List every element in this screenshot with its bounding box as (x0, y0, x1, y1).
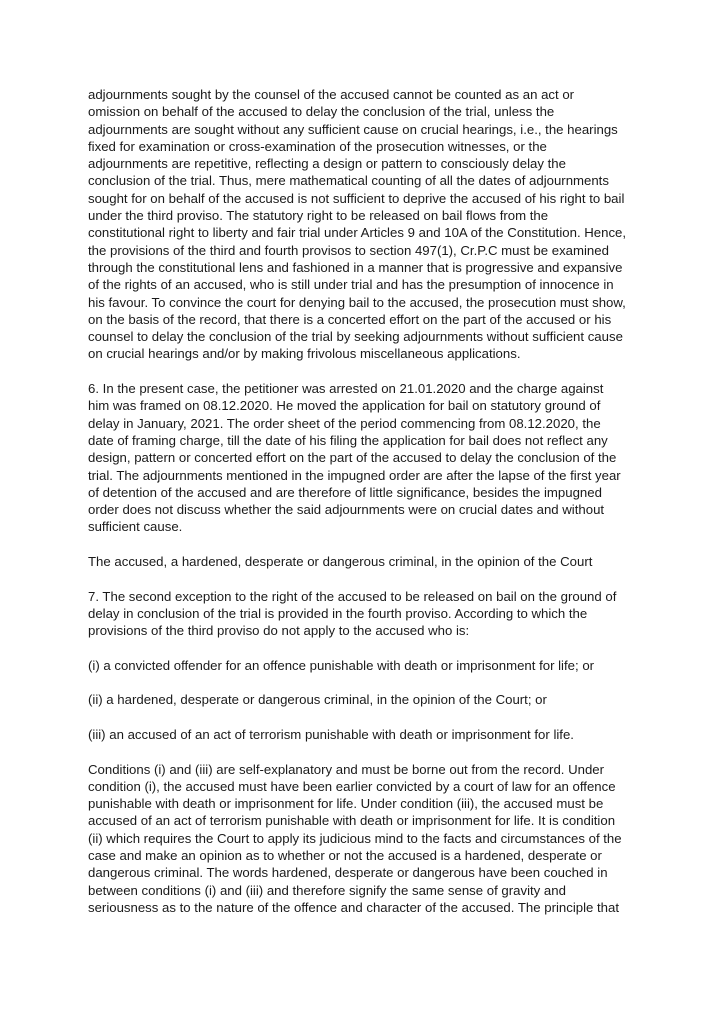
condition-i: (i) a convicted offender for an offence punishable with death or imprisonment for life; or (88, 657, 595, 673)
paragraph-7: 7. The second exception to the right of the accused to be released on bail on the ground of delay in conclusion of the trial is provided in the fourth proviso. According to which the provisions of the third proviso do not apply to the accused who is: (88, 588, 617, 639)
paragraph-adjournments: adjournments sought by the counsel of the accused cannot be counted as an act or omission on behalf of the accused to delay the conclusion of the trial, unless the adjournments are sought without any sufficient cause on crucial hearings, i.e., the hearings fixed for examination or cross-examination of the prosecution witnesses, or the adjournments are repetitive, reflecting a design or pattern to consciously delay the conclusion of the trial. Thus, mere mathematical counting of all the dates of adjournments sought for on behalf of the accused is not sufficient to deprive the accused of his right to bail under the third proviso. The statutory right to be released on bail flows from the constitutional right to liberty and fair trial under Articles 9 and 10A of the Constitution. Hence, the provisions of the third and fourth provisos to section 497(1), Cr.P.C must be examined through the constitutional lens and fashioned in a manner that is progressive and expansive of the rights of an accused, who is still under trial and has the presumption of innocence in his favour. To convince the court for denying bail to the accused, the prosecution must show, on the basis of the record, that there is a concerted effort on the part of the accused or his counsel to delay the conclusion of the trial by seeking adjournments without sufficient cause on crucial hearings and/or by making frivolous miscellaneous applications. (88, 87, 627, 362)
document-page (88, 86, 628, 934)
paragraph-conditions: Conditions (i) and (iii) are self-explanatory and must be borne out from the record. Under condition (i), the accused must have been earlier convicted by a court of law for an offence punishable with death or imprisonment for life. Under condition (iii), the accused must be accused of an act of terrorism punishable with death or imprisonment for life. It is condition (ii) which requires the Court to apply its judicious mind to the facts and circumstances of the case and make an opinion as to whether or not the accused is a hardened, desperate or dangerous criminal. The words hardened, desperate or dangerous have been couched in between conditions (i) and (iii) and therefore signify the same sense of gravity and seriousness as to the nature of the offence and character of the accused. The principle that (88, 761, 622, 915)
condition-iii: (iii) an accused of an act of terrorism punishable with death or imprisonment for life. (88, 726, 574, 742)
condition-ii: (ii) a hardened, desperate or dangerous criminal, in the opinion of the Court; or (88, 692, 547, 708)
paragraph-6: 6. In the present case, the petitioner was arrested on 21.01.2020 and the charge against him was framed on 08.12.2020. He moved the application for bail on statutory ground of delay in January, 2021. The order sheet of the period commencing from 08.12.2020, the date of framing charge, till the date of his filing the application for bail does not reflect any design, pattern or concerted effort on the part of the accused to delay the conclusion of the trial. The adjournments mentioned in the impugned order are after the lapse of the first year of detention of the accused and are therefore of little significance, besides the impugned order does not discuss whether the said adjournments were on crucial dates and without sufficient cause. (88, 381, 621, 535)
section-heading: The accused, a hardened, desperate or dangerous criminal, in the opinion of the Court (88, 554, 593, 570)
